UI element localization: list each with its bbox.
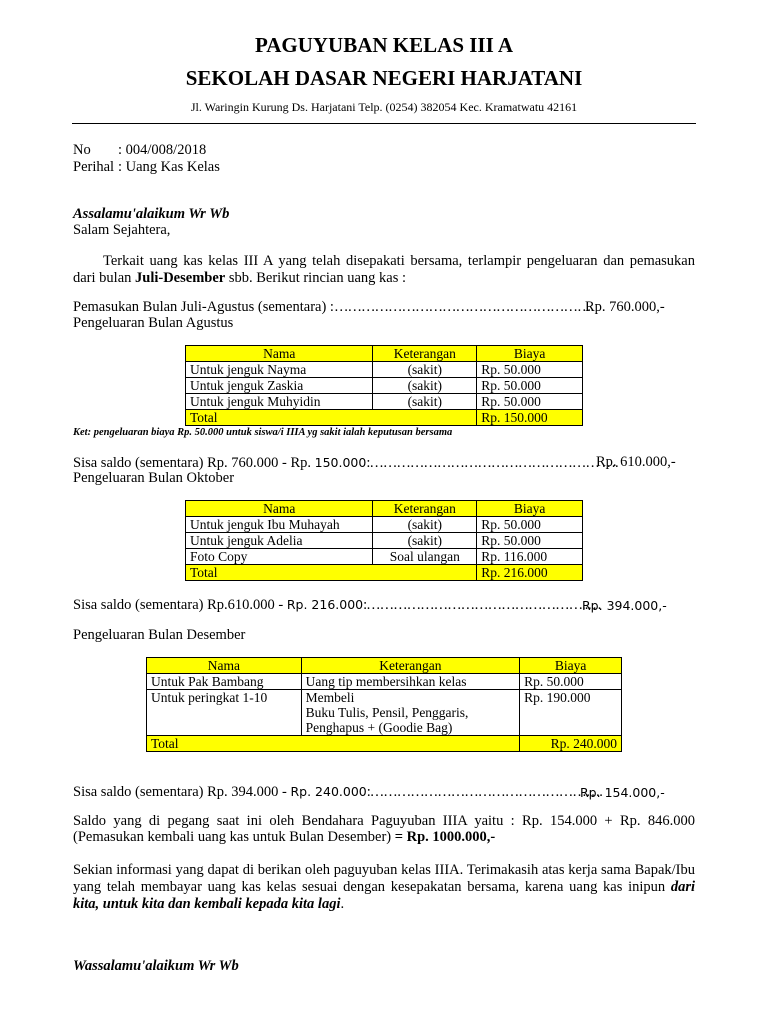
header-keterangan: Keterangan — [373, 346, 477, 362]
sisa1-minus: 150.000 — [314, 455, 367, 470]
cell-nama: Untuk jenguk Nayma — [186, 362, 373, 378]
total-label: Total — [186, 410, 373, 426]
salam-opening: Assalamu'alaikum Wr Wb — [73, 206, 230, 222]
desember-table — [146, 657, 622, 752]
total-row — [186, 565, 583, 581]
salam-sejahtera: Salam Sejahtera, — [73, 222, 171, 238]
closing-emphasis: dari kita, untuk kita dan kembali kepada kita lagi — [73, 879, 695, 912]
cell-nama: Untuk jenguk Adelia — [186, 533, 373, 549]
intro-paragraph — [73, 253, 695, 287]
table-header-row — [186, 346, 583, 362]
total-spacer — [373, 565, 477, 581]
sisa1-result: Rp. 610.000,- — [596, 454, 676, 470]
total-label: Total — [186, 565, 373, 581]
sisa3-result: Rp. 154.000,- — [580, 785, 665, 800]
pemasukan-amount: Rp. 760.000,- — [585, 299, 665, 315]
sisa-saldo-2 — [73, 596, 601, 614]
closing-end: . — [340, 896, 345, 912]
cell-nama: Untuk peringkat 1-10 — [147, 690, 302, 736]
oktober-heading: Pengeluaran Bulan Oktober — [73, 470, 235, 486]
oktober-table — [185, 500, 583, 581]
no-label: No — [73, 142, 91, 158]
header-nama: Nama — [147, 658, 302, 674]
sisa2-label: Sisa saldo (sementara) Rp.610.000 - — [73, 597, 287, 613]
table-row — [186, 549, 583, 565]
table-row — [186, 533, 583, 549]
total-row — [147, 736, 622, 752]
saldo-line2-text: (Pemasukan kembali uang kas untuk Bulan Desember) — [73, 829, 395, 845]
no-value: : 004/008/2018 — [118, 142, 207, 158]
desember-heading: Pengeluaran Bulan Desember — [73, 627, 246, 643]
cell-keterangan: (sakit) — [373, 378, 477, 394]
address: Jl. Waringin Kurung Ds. Harjatani Telp. (0254) 382054 Kec. Kramatwatu 42161 — [190, 100, 578, 114]
cell-keterangan: (sakit) — [373, 394, 477, 410]
total-row — [186, 410, 583, 426]
table-row — [186, 378, 583, 394]
closing-paragraph — [73, 862, 695, 913]
cell-biaya: Rp. 50.000 — [477, 533, 583, 549]
sisa2-result: Rp. 394.000,- — [582, 598, 667, 613]
total-value: Rp. 216.000 — [477, 565, 583, 581]
cell-keterangan — [301, 690, 520, 736]
perihal-value: : Uang Kas Kelas — [118, 159, 220, 175]
sisa1-dots: :…………………………………………… …. — [366, 455, 618, 471]
total-spacer — [301, 736, 520, 752]
cell-biaya: Rp. 50.000 — [477, 378, 583, 394]
header-keterangan: Keterangan — [373, 501, 477, 517]
ket-line-3: Penghapus + (Goodie Bag) — [305, 720, 453, 735]
cell-nama: Untuk jenguk Zaskia — [186, 378, 373, 394]
sisa3-dots: :……………………………………………. — [366, 784, 602, 800]
intro-period: Juli-Desember — [135, 270, 226, 286]
table-row — [147, 690, 622, 736]
total-label: Total — [147, 736, 302, 752]
cell-keterangan: Soal ulangan — [373, 549, 477, 565]
cell-keterangan: (sakit) — [373, 362, 477, 378]
cell-biaya: Rp. 50.000 — [520, 674, 622, 690]
header-keterangan: Keterangan — [301, 658, 520, 674]
agustus-heading: Pengeluaran Bulan Agustus — [73, 315, 234, 331]
org-title: PAGUYUBAN KELAS III A — [254, 33, 514, 57]
cell-biaya: Rp. 50.000 — [477, 394, 583, 410]
pemasukan-label: Pemasukan Bulan Juli-Agustus (sementara) : — [73, 299, 334, 315]
table-header-row — [186, 501, 583, 517]
perihal-label: Perihal — [73, 159, 115, 175]
sisa1-label: Sisa saldo (sementara) Rp. 760.000 - Rp. — [73, 455, 315, 471]
table-row — [186, 362, 583, 378]
cell-nama: Untuk jenguk Muhyidin — [186, 394, 373, 410]
total-value: Rp. 240.000 — [520, 736, 622, 752]
cell-nama: Untuk Pak Bambang — [147, 674, 302, 690]
header-nama: Nama — [186, 346, 373, 362]
cell-keterangan: (sakit) — [373, 533, 477, 549]
intro-part1: Terkait uang kas kelas III A yang telah disepakati bersama, terlampir pengeluaran dan pemasukan dari bulan — [73, 253, 695, 286]
cell-nama: Untuk jenguk Ibu Muhayah — [186, 517, 373, 533]
cell-keterangan: Uang tip membersihkan kelas — [301, 674, 520, 690]
agustus-note: Ket: pengeluaran biaya Rp. 50.000 untuk siswa/i IIIA yg sakit ialah keputusan bersama — [73, 427, 453, 438]
pemasukan-line — [73, 299, 593, 316]
table-header-row — [147, 658, 622, 674]
header-nama: Nama — [186, 501, 373, 517]
header-biaya: Biaya — [520, 658, 622, 674]
cell-keterangan: (sakit) — [373, 517, 477, 533]
table-row — [186, 517, 583, 533]
table-row — [147, 674, 622, 690]
header-divider — [72, 123, 696, 124]
saldo-line-2 — [73, 829, 495, 846]
cell-nama: Foto Copy — [186, 549, 373, 565]
ket-line-2: Buku Tulis, Pensil, Penggaris, — [305, 705, 469, 720]
header-biaya: Biaya — [477, 346, 583, 362]
agustus-table — [185, 345, 583, 426]
sisa-saldo-3 — [73, 783, 602, 801]
table-row — [186, 394, 583, 410]
saldo-line-1: Saldo yang di pegang saat ini oleh Bendahara Paguyuban IIIA yaitu : Rp. 154.000 + Rp. 846.000 — [73, 813, 695, 829]
total-value: Rp. 150.000 — [477, 410, 583, 426]
intro-part2: sbb. Berikut rincian uang kas : — [225, 270, 407, 286]
cell-biaya: Rp. 50.000 — [477, 362, 583, 378]
saldo-total: = Rp. 1000.000,- — [394, 829, 496, 845]
header-biaya: Biaya — [477, 501, 583, 517]
cell-biaya: Rp. 190.000 — [520, 690, 622, 736]
pemasukan-dots: …………………………………………………. — [333, 299, 594, 315]
ket-line-1: Membeli — [305, 690, 355, 705]
sisa2-minus: Rp. 216.000 — [286, 597, 364, 612]
sisa3-minus: Rp. 240.000 — [290, 784, 367, 799]
salam-closing: Wassalamu'alaikum Wr Wb — [73, 958, 239, 974]
cell-biaya: Rp. 116.000 — [477, 549, 583, 565]
sisa3-label: Sisa saldo (sementara) Rp. 394.000 - — [73, 784, 291, 800]
closing-text: Sekian informasi yang dapat di berikan oleh paguyuban kelas IIIA. Terimakasih atas kerja sama Bapak/Ibu yang telah membayar uang kas kelas sesuai dengan kesepakatan bersama, karena uang kas inipun — [73, 862, 695, 895]
sisa2-dots: :…………………………………………..… — [363, 597, 601, 613]
school-title: SEKOLAH DASAR NEGERI HARJATANI — [185, 66, 583, 90]
cell-biaya: Rp. 50.000 — [477, 517, 583, 533]
total-spacer — [373, 410, 477, 426]
